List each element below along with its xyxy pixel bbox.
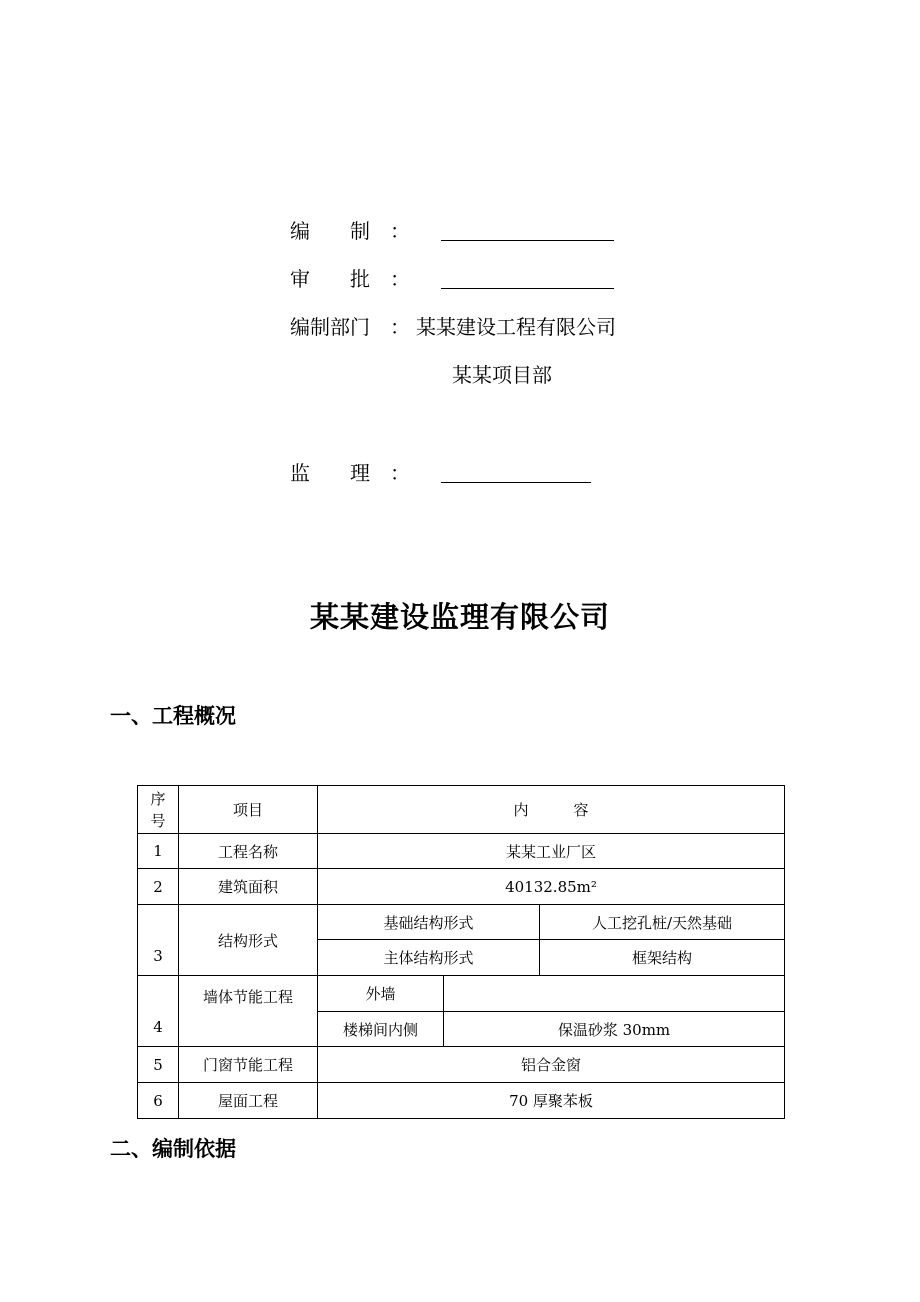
table-row <box>138 905 785 940</box>
row-seq: 2 <box>138 869 179 905</box>
row-sub-value: 框架结构 <box>540 940 785 976</box>
compiler-signature-line[interactable] <box>441 240 614 241</box>
row-sub-label: 楼梯间内侧 <box>318 1012 444 1047</box>
row-sub-label: 基础结构形式 <box>318 905 540 940</box>
header-item: 项目 <box>179 786 318 834</box>
row-item: 结构形式 <box>179 905 318 976</box>
row-item <box>179 976 318 1047</box>
company-name: 某某建设监理有限公司 <box>309 600 610 634</box>
section-title-overview: 一、工程概况 <box>110 704 236 728</box>
row-sub-label: 主体结构形式 <box>318 940 540 976</box>
seq-value: 3 <box>153 947 163 965</box>
row-content: 某某工业厂区 <box>318 834 785 869</box>
supervisor-signature-line[interactable] <box>441 482 591 483</box>
department-value: 某某建设工程有限公司 <box>416 315 616 339</box>
supervisor-label: 监 理 <box>290 461 370 485</box>
row-item: 屋面工程 <box>179 1083 318 1119</box>
row-content: 铝合金窗 <box>318 1047 785 1083</box>
colon: ： <box>390 267 410 291</box>
row-sub-label: 外墙 <box>318 976 444 1012</box>
row-sub-value <box>444 976 785 1012</box>
project-overview-table <box>137 785 785 1119</box>
table-row <box>138 1047 785 1083</box>
seq-value: 4 <box>153 1018 163 1036</box>
row-seq: 6 <box>138 1083 179 1119</box>
row-seq: 1 <box>138 834 179 869</box>
table-row <box>138 976 785 1012</box>
colon: ： <box>390 219 410 243</box>
table-header-row <box>138 786 785 834</box>
department-subvalue: 某某项目部 <box>452 363 552 387</box>
row-seq <box>138 905 179 976</box>
row-content: 40132.85m² <box>318 869 785 905</box>
table-row <box>138 834 785 869</box>
row-seq: 5 <box>138 1047 179 1083</box>
section-title-basis: 二、编制依据 <box>110 1137 236 1161</box>
approver-row <box>290 266 410 292</box>
colon: ： <box>390 461 410 485</box>
compiler-label: 编 制 <box>290 219 370 243</box>
item-value: 墙体节能工程 <box>202 988 293 1006</box>
row-item: 建筑面积 <box>179 869 318 905</box>
department-label: 编制部门 <box>290 315 370 339</box>
row-seq <box>138 976 179 1047</box>
approver-signature-line[interactable] <box>441 288 614 289</box>
table-row <box>138 869 785 905</box>
row-item: 工程名称 <box>179 834 318 869</box>
header-content: 内 容 <box>318 786 785 834</box>
approver-label: 审 批 <box>290 267 370 291</box>
row-sub-value: 人工挖孔桩/天然基础 <box>540 905 785 940</box>
supervisor-row <box>290 460 410 486</box>
header-seq: 序 号 <box>138 786 179 834</box>
row-sub-value: 保温砂浆 30mm <box>444 1012 785 1047</box>
row-item: 门窗节能工程 <box>179 1047 318 1083</box>
department-row <box>290 314 616 340</box>
compiler-row <box>290 218 410 244</box>
colon: ： <box>390 315 410 339</box>
table-row <box>138 1083 785 1119</box>
row-content: 70 厚聚苯板 <box>318 1083 785 1119</box>
